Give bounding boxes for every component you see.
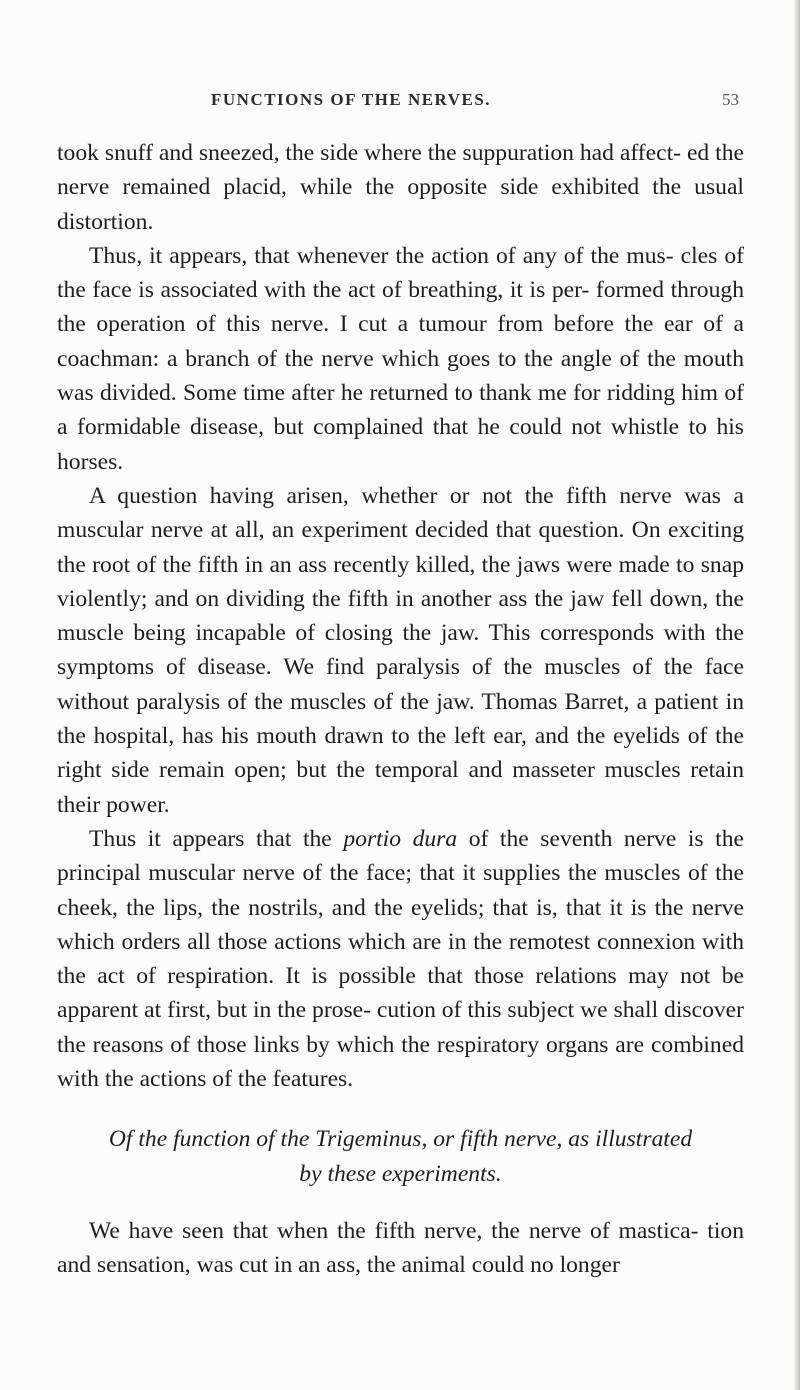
portio-dura-term: portio dura — [343, 825, 458, 852]
page-number: 53 — [722, 90, 739, 109]
paragraph-1: took snuff and sneezed, the side where the suppuration had affect- ed the nerve remained placid, while the opposite side exhibited the usual distortion. — [57, 140, 744, 235]
paragraph-2: Thus, it appears, that whenever the action of any of the mus- cles of the face is associated with the act of breathing, it is per- formed through the operation of this nerve. I cut a tumour from before the ear of a coachman: a branch of the nerve which goes to the angle of the mouth was divided. Some time after he returned to thank me for ridding him of a formidable disease, but complained that he could not whistle to his horses. — [57, 242, 744, 475]
page-body — [57, 136, 744, 1283]
paragraph-5: We have seen that when the fifth nerve, the nerve of mastica- tion and sensation, was cut in an ass, the animal could no longer — [57, 1217, 744, 1279]
running-title: FUNCTIONS OF THE NERVES. — [211, 90, 492, 109]
page-header — [0, 90, 760, 114]
section-heading — [57, 1122, 744, 1191]
paragraph-4-rest: of the seventh nerve is the principal muscular nerve of the face; that it supplies the muscles of the cheek, the lips, the nostrils, and the eyelids; that is, that it is the nerve which orders all those actions which are in the remotest connexion with the act of respiration. It is possible that those relations may not be apparent at first, but in the prose- cution of this subject we shall discover the reasons of those links by which the respiratory organs are combined with the actions of the features. — [57, 825, 744, 1093]
paragraph-4-start: Thus it appears that the — [89, 825, 344, 852]
section-heading-line-2: by these experiments. — [299, 1160, 502, 1187]
paragraph-3: A question having arisen, whether or not the fifth nerve was a muscular nerve at all, an experiment decided that question. On exciting the root of the fifth in an ass recently killed, the jaws were made to snap violently; and on dividing the fifth in another ass the jaw fell down, the muscle being incapable of closing the jaw. This corresponds with the symptoms of disease. We find paralysis of the muscles of the face without paralysis of the muscles of the jaw. Thomas Barret, a patient in the hospital, has his mouth drawn to the left ear, and the eyelids of the right side remain open; but the temporal and masseter muscles retain their power. — [57, 482, 744, 818]
page-edge — [794, 0, 800, 1390]
paragraph-4 — [57, 822, 744, 1096]
section-heading-line-1: Of the function of the Trigeminus, or fifth nerve, as illustrated — [108, 1126, 693, 1153]
